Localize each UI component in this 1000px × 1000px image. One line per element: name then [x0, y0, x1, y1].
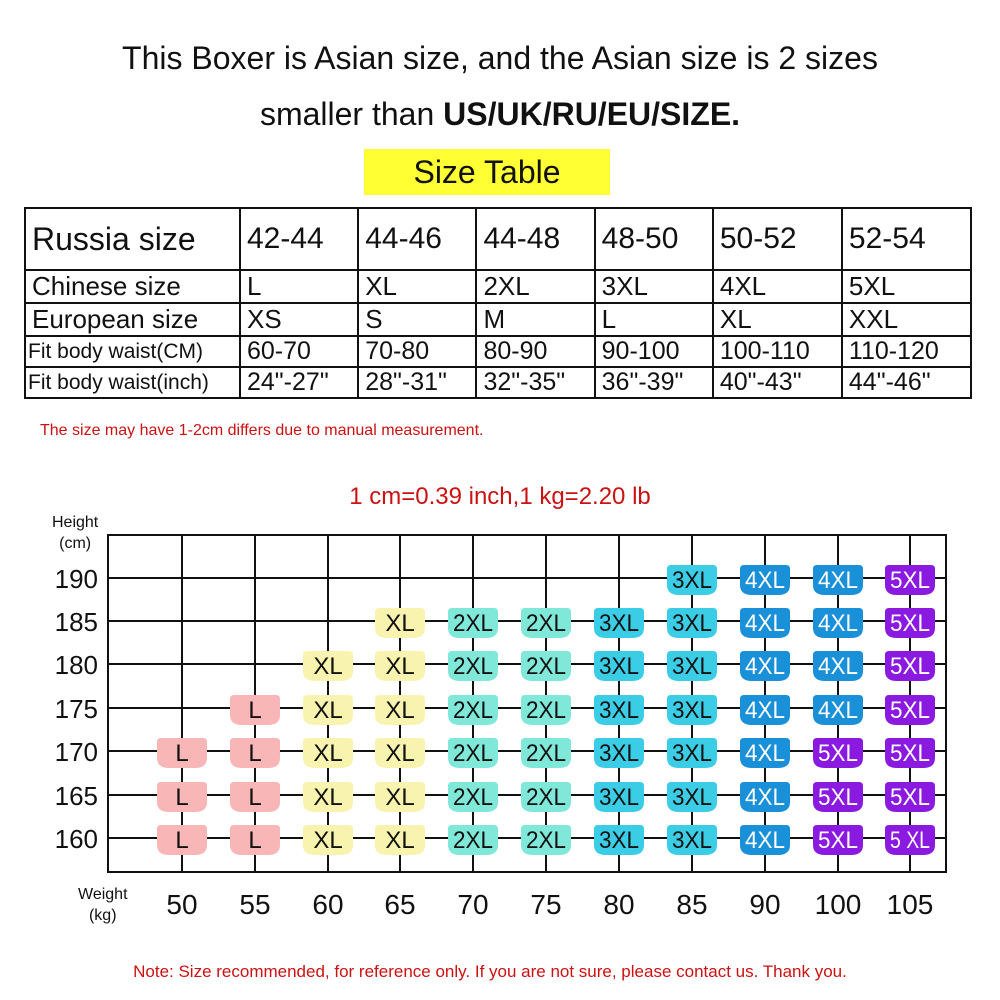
manual-measurement-note: The size may have 1-2cm differs due to manual measurement. — [40, 422, 484, 439]
size-table-cell: 3XL — [595, 270, 713, 303]
size-badge-label: 4XL — [745, 784, 785, 811]
size-table-cell: 4XL — [713, 270, 842, 303]
size-badge-label: 4XL — [818, 567, 858, 594]
size-table-cell: 44-46 — [358, 208, 476, 270]
size-badge-label: XL — [385, 697, 415, 724]
size-badge-label: XL — [313, 740, 343, 767]
size-table-cell: 90-100 — [595, 336, 713, 367]
unit-conversion-note: 1 cm=0.39 inch,1 kg=2.20 lb — [349, 483, 651, 510]
size-badge-label: 5XL — [818, 740, 858, 767]
size-badge-label: L — [175, 827, 189, 854]
size-badge-label: 2XL — [526, 827, 566, 854]
size-badge-label: 3XL — [599, 827, 639, 854]
size-badge-label: 3XL — [599, 697, 639, 724]
size-badge-label: 2XL — [453, 610, 493, 637]
x-tick-label: 80 — [603, 889, 635, 920]
size-badge-label: 5XL — [890, 784, 930, 811]
size-badge-label: XL — [313, 697, 343, 724]
size-table-cell: 42-44 — [240, 208, 358, 270]
size-badge-label: L — [248, 784, 262, 811]
size-table-title: Size Table — [364, 149, 610, 195]
size-table-row-label: Fit body waist(CM) — [25, 336, 240, 367]
x-tick-label: 90 — [749, 889, 781, 920]
size-badge-label: L — [175, 740, 189, 767]
size-badge-label: 4XL — [818, 610, 858, 637]
size-badge-label: 4XL — [745, 740, 785, 767]
y-tick-label: 185 — [54, 607, 98, 637]
size-table-cell: XXL — [842, 303, 971, 336]
size-table-cell: 70-80 — [358, 336, 476, 367]
size-table-cell: 28"-31" — [358, 367, 476, 398]
size-badge-label: L — [248, 740, 262, 767]
size-table-row-label: Fit body waist(inch) — [25, 367, 240, 398]
size-badge-label: 5XL — [818, 827, 858, 854]
size-table-row-label: Russia size — [25, 208, 240, 270]
size-badge-label: 3XL — [672, 827, 712, 854]
size-badge-label: 3XL — [599, 653, 639, 680]
size-badge-label: 2XL — [453, 827, 493, 854]
size-badge-label: 3XL — [672, 567, 712, 594]
size-badge-label: 4XL — [745, 653, 785, 680]
size-badge-label: 2XL — [526, 740, 566, 767]
size-badge-label: 5XL — [818, 784, 858, 811]
size-badge-label: 4XL — [745, 610, 785, 637]
size-table-cell: XS — [240, 303, 358, 336]
size-badge-label: 5XL — [890, 653, 930, 680]
size-table-cell: 110-120 — [842, 336, 971, 367]
size-table-cell: S — [358, 303, 476, 336]
size-table-cell: 100-110 — [713, 336, 842, 367]
size-badge-label: 3XL — [672, 784, 712, 811]
size-badge-label: 5XL — [890, 610, 930, 637]
size-badge-label: 4XL — [745, 697, 785, 724]
headline-line-2-prefix: smaller than — [259, 96, 444, 132]
x-tick-label: 85 — [676, 889, 708, 920]
size-table-cell: 44"-46" — [842, 367, 971, 398]
size-table-cell: M — [476, 303, 594, 336]
size-badge-label: 5XL — [890, 567, 930, 594]
size-badge-label: L — [248, 827, 262, 854]
y-tick-label: 180 — [54, 650, 98, 680]
size-badge-label: XL — [385, 610, 415, 637]
x-tick-label: 55 — [239, 889, 271, 920]
y-tick-label: 160 — [54, 824, 98, 854]
size-table-cell: 50-52 — [713, 208, 842, 270]
size-table-cell: 36"-39" — [595, 367, 713, 398]
x-tick-label: 60 — [312, 889, 344, 920]
size-badge-label: 3XL — [672, 610, 712, 637]
y-axis-title-line1: Height — [52, 514, 99, 531]
y-tick-label: 190 — [54, 564, 98, 594]
size-badge-label: 4XL — [818, 653, 858, 680]
size-table-cell: XL — [358, 270, 476, 303]
size-table-row-label: European size — [25, 303, 240, 336]
x-tick-label: 70 — [457, 889, 489, 920]
size-table-cell: 2XL — [476, 270, 594, 303]
size-table-cell: 80-90 — [476, 336, 594, 367]
x-tick-label: 105 — [886, 889, 934, 920]
size-badge-label: 2XL — [453, 784, 493, 811]
size-badge-label: XL — [313, 827, 343, 854]
size-badge-label: 4XL — [745, 827, 785, 854]
size-badge-label: 4XL — [745, 567, 785, 594]
size-badge-label: 2XL — [453, 740, 493, 767]
size-badge-label: 5 XL — [890, 827, 930, 854]
size-badge-label: 2XL — [526, 610, 566, 637]
x-tick-label: 100 — [814, 889, 862, 920]
size-badge-label: XL — [385, 784, 415, 811]
y-tick-label: 165 — [54, 781, 98, 811]
size-badge-label: 3XL — [599, 610, 639, 637]
y-tick-label: 175 — [54, 694, 98, 724]
size-table-cell: 5XL — [842, 270, 971, 303]
x-tick-label: 50 — [166, 889, 198, 920]
size-table-cell: 60-70 — [240, 336, 358, 367]
size-table-cell: L — [595, 303, 713, 336]
size-table-cell: 32"-35" — [476, 367, 594, 398]
size-table-cell: 48-50 — [595, 208, 713, 270]
size-badge-label: XL — [385, 827, 415, 854]
size-table-cell: 52-54 — [842, 208, 971, 270]
size-badge-label: XL — [313, 784, 343, 811]
x-axis-title-line1: Weight — [78, 886, 128, 903]
size-badge-label: XL — [385, 740, 415, 767]
headline-line-1: This Boxer is Asian size, and the Asian size is 2 sizes — [122, 40, 878, 76]
size-badge-label: 4XL — [818, 697, 858, 724]
size-badge-label: 2XL — [526, 784, 566, 811]
size-badge-label: XL — [385, 653, 415, 680]
size-table-cell: XL — [713, 303, 842, 336]
size-badge-label: 2XL — [526, 653, 566, 680]
size-badge-label: 3XL — [599, 740, 639, 767]
size-badge-label: 3XL — [672, 740, 712, 767]
size-badge-label: 5XL — [890, 740, 930, 767]
footer-note: Note: Size recommended, for reference only. If you are not sure, please contact us. Thank you. — [133, 962, 847, 981]
size-badge-label: XL — [313, 653, 343, 680]
size-badge-label: 2XL — [453, 697, 493, 724]
x-tick-label: 65 — [384, 889, 416, 920]
x-tick-label: 75 — [530, 889, 562, 920]
size-badge-label: 2XL — [526, 697, 566, 724]
size-badge-label: 2XL — [453, 653, 493, 680]
size-badge-label: 3XL — [599, 784, 639, 811]
size-table-cell: 44-48 — [476, 208, 594, 270]
size-table-row-label: Chinese size — [25, 270, 240, 303]
size-badge-label: 5XL — [890, 697, 930, 724]
size-badge-label: 3XL — [672, 697, 712, 724]
y-axis-title-line2: (cm) — [59, 535, 92, 552]
size-table-cell: 24"-27" — [240, 367, 358, 398]
size-table-cell: L — [240, 270, 358, 303]
size-table-cell: 40"-43" — [713, 367, 842, 398]
headline-line-2-bold: US/UK/RU/EU/SIZE. — [443, 96, 741, 132]
y-tick-label: 170 — [54, 737, 98, 767]
size-badge-label: 3XL — [672, 653, 712, 680]
size-badge-label: L — [248, 697, 262, 724]
size-badge-label: L — [175, 784, 189, 811]
x-axis-title-line2: (kg) — [88, 907, 117, 924]
